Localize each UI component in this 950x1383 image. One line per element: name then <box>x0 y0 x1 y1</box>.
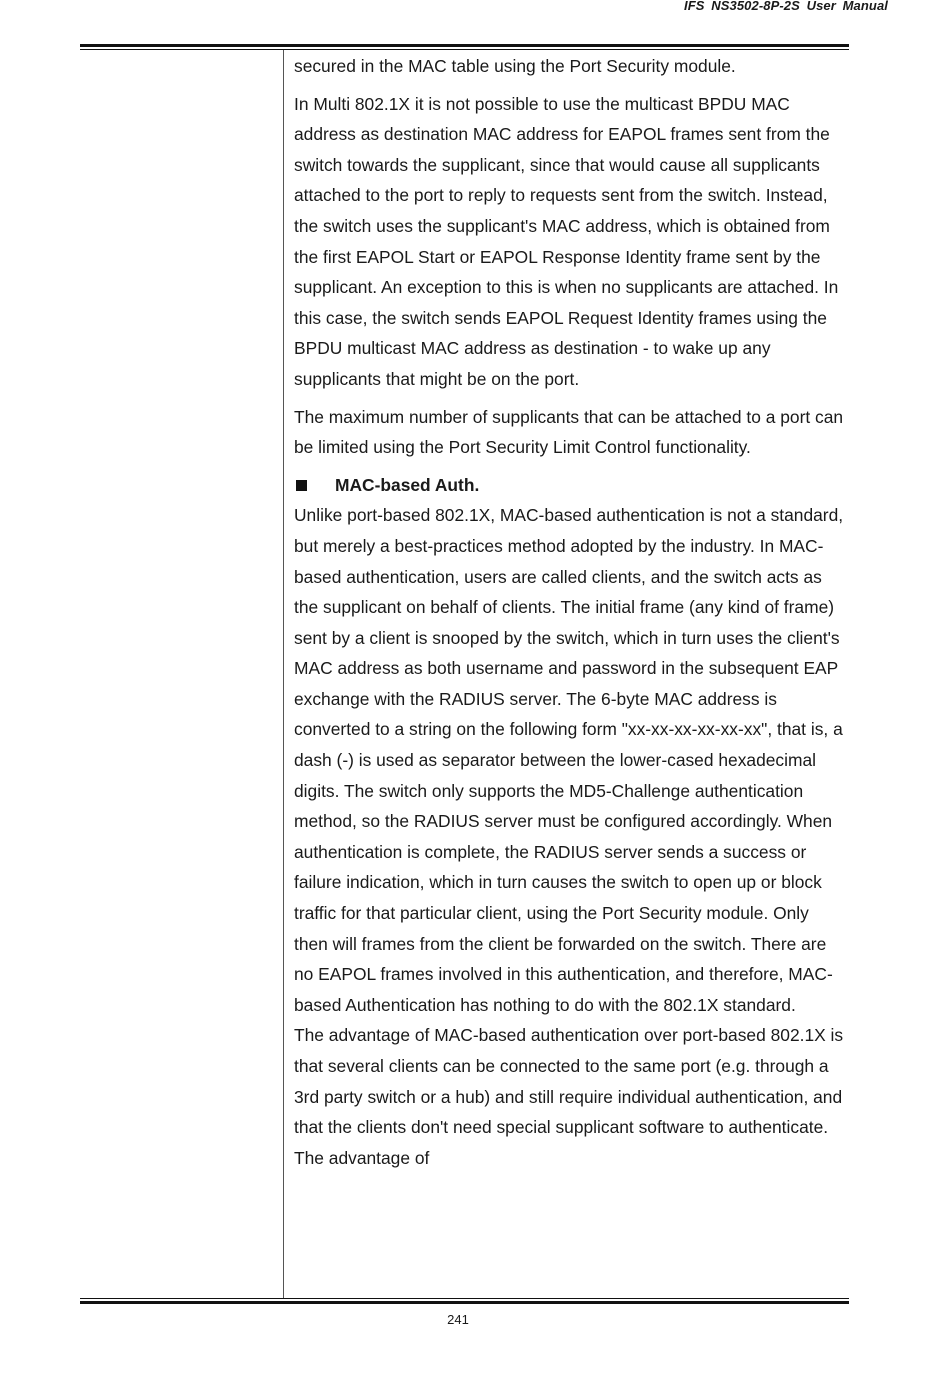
column-divider <box>283 50 284 1298</box>
bottom-rule <box>80 1298 849 1304</box>
section-heading-mac-based-auth <box>294 470 844 501</box>
paragraph-mac-auth-overview: Unlike port-based 802.1X, MAC-based authentication is not a standard, but merely a best-practices method adopted by the industry. In MAC-based authentication, users are called clients, and the switch acts as the supplicant on behalf of clients. The initial frame (any kind of frame) sent by a client is snooped by the switch, which in turn uses the client's MAC address as both username and password in the subsequent EAP exchange with the RADIUS server. The 6-byte MAC address is converted to a string on the following form "xx-xx-xx-xx-xx-xx", that is, a dash (-) is used as separator between the lower-cased hexadecimal digits. The switch only supports the MD5-Challenge authentication method, so the RADIUS server must be configured accordingly. When authentication is complete, the RADIUS server sends a success or failure indication, which in turn causes the switch to open up or block traffic for that particular client, using the Port Security module. Only then will frames from the client be forwarded on the switch. There are no EAPOL frames involved in this authentication, and therefore, MAC-based Authentication has nothing to do with the 802.1X standard. <box>294 505 844 1015</box>
top-rule <box>80 44 849 50</box>
paragraph-mac-auth-advantage: The advantage of MAC-based authentication over port-based 802.1X is that several clients can be connected to the same port (e.g. through a 3rd party switch or a hub) and still require individual authentication, and that the clients don't need special supplicant software to authenticate. The advantage of <box>294 1025 844 1168</box>
running-header: IFS NS3502-8P-2S User Manual <box>684 0 888 13</box>
paragraph-max-supplicants: The maximum number of supplicants that can be attached to a port can be limited using the Port Security Limit Control functionality. <box>294 406 844 458</box>
square-bullet-icon <box>296 480 307 491</box>
section-heading-label: MAC-based Auth. <box>335 474 480 495</box>
paragraph-continued: secured in the MAC table using the Port Security module. <box>294 56 736 76</box>
page-number: 241 <box>447 1312 469 1327</box>
paragraph-multi-8021x: In Multi 802.1X it is not possible to use the multicast BPDU MAC address as destination MAC address for EAPOL frames sent from the switch towards the supplicant, since that would cause all supplicants attached to the port to reply to requests sent from the switch. Instead, the switch uses the supplicant's MAC address, which is obtained from the first EAPOL Start or EAPOL Response Identity frame sent by the supplicant. An exception to this is when no supplicants are attached. In this case, the switch sends EAPOL Request Identity frames using the BPDU multicast MAC address as destination - to wake up any supplicants that might be on the port. <box>294 93 839 389</box>
description-cell <box>294 51 844 1173</box>
